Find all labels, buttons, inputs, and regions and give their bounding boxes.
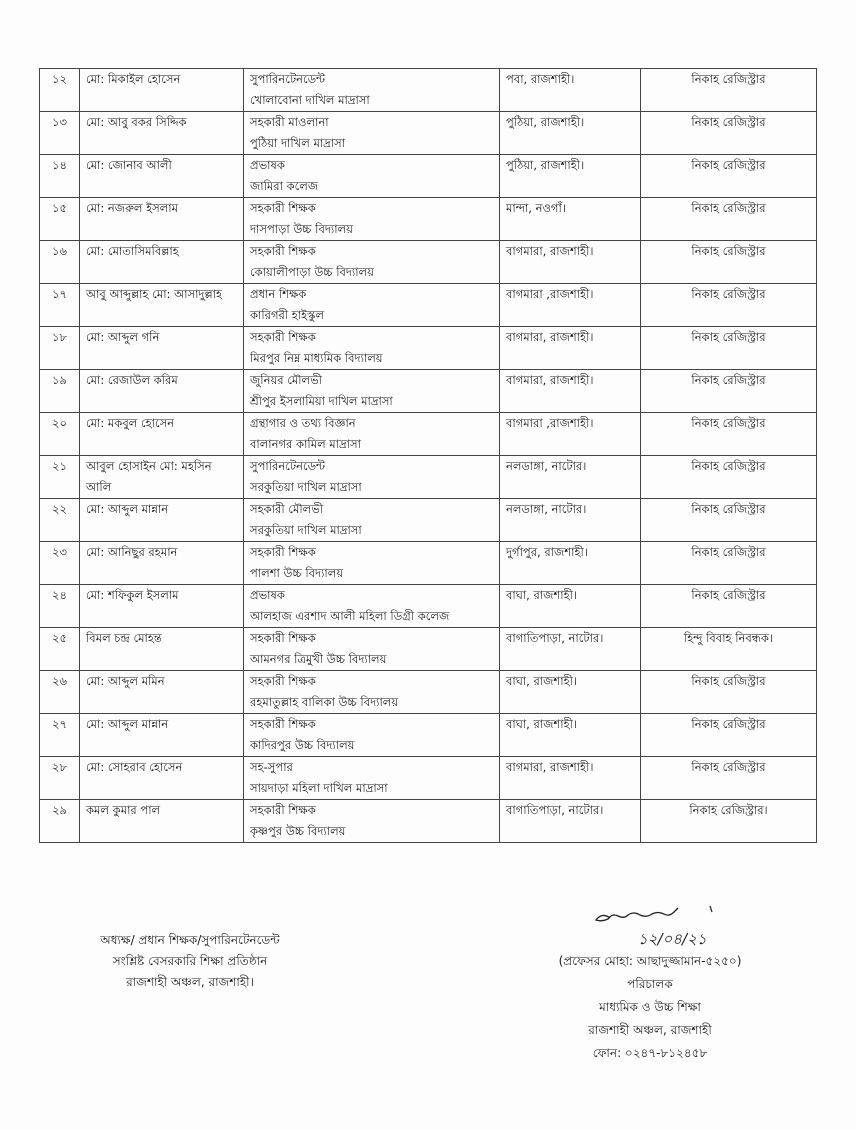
institution-name: পুঠিয়া দাখিল মাদ্রাসা <box>250 136 346 150</box>
serial-cell <box>40 155 80 198</box>
signature-date: ১২/০৪/২১ <box>638 930 707 948</box>
serial-cell <box>40 714 80 757</box>
role-cell <box>641 671 817 714</box>
table-row <box>40 69 817 112</box>
name-cell <box>80 69 244 112</box>
role-cell <box>641 542 817 585</box>
table-row <box>40 757 817 800</box>
name-cell <box>80 671 244 714</box>
role-cell <box>641 413 817 456</box>
recipient-line-3: রাজশাহী অঞ্চল, রাজশাহী। <box>126 975 254 989</box>
address: নলডাঙ্গা, নাটোর। <box>506 459 587 473</box>
name-cell <box>80 585 244 628</box>
designation-cell <box>244 499 500 542</box>
address: বাগাতিপাড়া, নাটোর। <box>506 803 604 817</box>
serial-number: ১৮ <box>52 330 67 344</box>
table-row <box>40 198 817 241</box>
registrar-role: নিকাহ রেজিস্ট্রার <box>691 502 766 516</box>
designation: সহকারী শিক্ষক <box>250 674 316 688</box>
institution-name: কোয়ালীপাড়া উচ্চ বিদ্যালয় <box>250 265 374 279</box>
person-name: মো: আব্দুল মান্নান <box>86 502 169 516</box>
institution-name: দাসপাড়া উচ্চ বিদ্যালয় <box>250 222 353 236</box>
address: বাঘা, রাজশাহী। <box>506 674 578 688</box>
serial-cell <box>40 499 80 542</box>
designation-cell <box>244 413 500 456</box>
person-name: মো: জোনাব আলী <box>86 158 172 172</box>
institution-name: আমনগর ত্রিমুখী উচ্চ বিদ্যালয় <box>250 652 387 666</box>
role-cell <box>641 198 817 241</box>
designation: সহকারী শিক্ষক <box>250 545 316 559</box>
name-cell <box>80 284 244 327</box>
designation-cell <box>244 327 500 370</box>
table-row <box>40 499 817 542</box>
serial-cell <box>40 327 80 370</box>
designation-cell <box>244 628 500 671</box>
designation: সহকারী মাওলানা <box>250 115 329 129</box>
role-cell <box>641 800 817 843</box>
table-row <box>40 370 817 413</box>
registrar-role: নিকাহ রেজিস্ট্রার <box>691 373 766 387</box>
registrar-role: নিকাহ রেজিস্ট্রার <box>691 545 766 559</box>
designation-cell <box>244 69 500 112</box>
institution-name: কারিগরী হাইস্কুল <box>250 308 325 322</box>
address-cell <box>500 757 641 800</box>
address-cell <box>500 327 641 370</box>
serial-number: ২৬ <box>52 674 67 688</box>
registrar-role: নিকাহ রেজিস্ট্রার <box>691 330 766 344</box>
person-name: মো: মিকাইল হোসেন <box>86 72 181 86</box>
role-cell <box>641 757 817 800</box>
serial-number: ১২ <box>52 72 67 86</box>
person-name: মো: আনিছুর রহমান <box>86 545 178 559</box>
serial-number: ২৭ <box>52 717 67 731</box>
registrar-role: নিকাহ রেজিস্ট্রার <box>691 72 766 86</box>
address: বাঘা, রাজশাহী। <box>506 588 578 602</box>
table-row <box>40 585 817 628</box>
name-cell <box>80 155 244 198</box>
name-cell <box>80 628 244 671</box>
registrar-role: নিকাহ রেজিস্ট্রার <box>691 717 766 731</box>
serial-number: ১৯ <box>52 373 67 387</box>
serial-cell <box>40 198 80 241</box>
serial-number: ১৭ <box>52 287 67 301</box>
role-cell <box>641 284 817 327</box>
serial-cell <box>40 456 80 499</box>
designation: জুনিয়র মৌলভী <box>250 373 322 387</box>
designation: সুপারিনটেনডেন্ট <box>250 459 326 473</box>
address-cell <box>500 284 641 327</box>
serial-number: ২৮ <box>52 760 67 774</box>
serial-cell <box>40 112 80 155</box>
serial-number: ১৪ <box>52 158 67 172</box>
table-row <box>40 241 817 284</box>
institution-name: আলহাজ এরশাদ আলী মহিলা ডিগ্রী কলেজ <box>250 609 450 623</box>
person-name: আবুল হোসাইন মো: মহসিন আলি <box>86 459 212 494</box>
serial-number: ২৩ <box>52 545 67 559</box>
registrar-role: নিকাহ রেজিস্ট্রার <box>691 588 766 602</box>
designation: সহ-সুপার <box>250 760 293 774</box>
table-row <box>40 155 817 198</box>
institution-name: খোলাবোনা দাখিল মাদ্রাসা <box>250 93 370 107</box>
registrar-role: নিকাহ রেজিস্ট্রার <box>691 416 766 430</box>
name-cell <box>80 800 244 843</box>
serial-cell <box>40 542 80 585</box>
serial-cell <box>40 757 80 800</box>
address-cell <box>500 714 641 757</box>
address-cell <box>500 69 641 112</box>
recipient-line-2: সংশ্লিষ্ট বেসরকারি শিক্ষা প্রতিষ্ঠান <box>112 954 268 968</box>
role-cell <box>641 628 817 671</box>
address: দুর্গাপুর, রাজশাহী। <box>506 545 588 559</box>
institution-name: কাদিরপুর উচ্চ বিদ্যালয় <box>250 738 355 752</box>
address-cell <box>500 241 641 284</box>
role-cell <box>641 241 817 284</box>
address-cell <box>500 499 641 542</box>
signatory-phone: ফোন: ০২৪৭-৮১২৪৫৮ <box>592 1046 708 1060</box>
institution-name: পালশা উচ্চ বিদ্যালয় <box>250 566 344 580</box>
designation: প্রধান শিক্ষক <box>250 287 307 301</box>
designation-cell <box>244 241 500 284</box>
designation: সহকারী শিক্ষক <box>250 244 316 258</box>
designation: সহকারী শিক্ষক <box>250 201 316 215</box>
serial-cell <box>40 284 80 327</box>
name-cell <box>80 413 244 456</box>
role-cell <box>641 456 817 499</box>
serial-number: ২০ <box>52 416 67 430</box>
table-row <box>40 628 817 671</box>
name-cell <box>80 112 244 155</box>
serial-number: ২৯ <box>52 803 67 817</box>
serial-cell <box>40 800 80 843</box>
name-cell <box>80 714 244 757</box>
name-cell <box>80 370 244 413</box>
name-cell <box>80 327 244 370</box>
name-cell <box>80 542 244 585</box>
designation: সহকারী শিক্ষক <box>250 803 316 817</box>
person-name: মো: আব্দুল গনি <box>86 330 160 344</box>
role-cell <box>641 370 817 413</box>
institution-name: সরকুতিয়া দাখিল মাদ্রাসা <box>250 523 362 537</box>
signatory-block <box>520 900 780 1065</box>
table-row <box>40 327 817 370</box>
signatory-title: পরিচালক <box>627 977 673 991</box>
address: বাগমারা, রাজশাহী। <box>506 760 594 774</box>
designation-cell <box>244 112 500 155</box>
designation-cell <box>244 198 500 241</box>
designation-cell <box>244 714 500 757</box>
designation-cell <box>244 585 500 628</box>
institution-name: শ্রীপুর ইসলামিয়া দাখিল মাদ্রাসা <box>250 394 393 408</box>
institution-name: জামিরা কলেজ <box>250 179 319 193</box>
designation: সুপারিনটেনডেন্ট <box>250 72 326 86</box>
person-name: মো: মোতাসিমবিল্লাহ <box>86 244 179 258</box>
address: বাগমারা, রাজশাহী। <box>506 244 594 258</box>
serial-number: ২২ <box>52 502 67 516</box>
registrar-role: হিন্দু বিবাহ নিবন্ধক। <box>683 631 774 645</box>
registrar-role: নিকাহ রেজিস্ট্রার <box>691 760 766 774</box>
registrar-table-body <box>40 69 817 843</box>
address: পবা, রাজশাহী। <box>506 72 575 86</box>
institution-name: মিরপুর নিম্ন মাধ্যমিক বিদ্যালয় <box>250 351 383 365</box>
designation-cell <box>244 284 500 327</box>
registrar-role: নিকাহ রেজিস্ট্রার <box>691 158 766 172</box>
institution-name: সায়দাড়া মহিলা দাখিল মাদ্রাসা <box>250 781 388 795</box>
serial-cell <box>40 585 80 628</box>
institution-name: রহমাতুল্লাহ বালিকা উচ্চ বিদ্যালয় <box>250 695 399 709</box>
name-cell <box>80 198 244 241</box>
address-cell <box>500 413 641 456</box>
role-cell <box>641 112 817 155</box>
table-row <box>40 112 817 155</box>
designation: সহকারী শিক্ষক <box>250 631 316 645</box>
role-cell <box>641 714 817 757</box>
address: বাগমারা ,রাজশাহী। <box>506 416 594 430</box>
address-cell <box>500 671 641 714</box>
address-cell <box>500 800 641 843</box>
address-cell <box>500 585 641 628</box>
designation: গ্রন্থাগার ও তথ্য বিজ্ঞান <box>250 416 356 430</box>
serial-cell <box>40 241 80 284</box>
address: পুঠিয়া, রাজশাহী। <box>506 158 585 172</box>
address-cell <box>500 628 641 671</box>
designation: সহকারী শিক্ষক <box>250 717 316 731</box>
registrar-role: নিকাহ রেজিস্ট্রার। <box>689 803 768 817</box>
registrar-role: নিকাহ রেজিস্ট্রার <box>691 674 766 688</box>
signatory-name: (প্রফেসর মোহা: আছাদুজ্জামান-৫২৫০) <box>558 954 742 968</box>
table-row <box>40 456 817 499</box>
person-name: আবু আব্দুল্লাহ মো: আসাদুল্লাহ <box>86 287 223 301</box>
serial-number: ১৬ <box>52 244 67 258</box>
role-cell <box>641 499 817 542</box>
name-cell <box>80 241 244 284</box>
address: নলডাঙ্গা, নাটোর। <box>506 502 587 516</box>
table-row <box>40 284 817 327</box>
serial-cell <box>40 69 80 112</box>
registrar-role: নিকাহ রেজিস্ট্রার <box>691 115 766 129</box>
signature-stroke-icon <box>550 900 750 950</box>
role-cell <box>641 585 817 628</box>
address: পুঠিয়া, রাজশাহী। <box>506 115 585 129</box>
serial-cell <box>40 671 80 714</box>
table-row <box>40 671 817 714</box>
recipient-line-1: অধ্যক্ষ/ প্রধান শিক্ষক/সুপারিনটেনডেন্ট <box>100 933 280 947</box>
person-name: মো: রেজাউল করিম <box>86 373 178 387</box>
recipient-block <box>40 930 340 993</box>
role-cell <box>641 155 817 198</box>
registrar-role: নিকাহ রেজিস্ট্রার <box>691 244 766 258</box>
serial-cell <box>40 413 80 456</box>
address-cell <box>500 112 641 155</box>
handwritten-signature <box>520 900 780 950</box>
registrar-role: নিকাহ রেজিস্ট্রার <box>691 201 766 215</box>
designation-cell <box>244 155 500 198</box>
person-name: মো: শফিকুল ইসলাম <box>86 588 179 602</box>
designation-cell <box>244 671 500 714</box>
name-cell <box>80 456 244 499</box>
serial-cell <box>40 370 80 413</box>
address: বাগাতিপাড়া, নাটোর। <box>506 631 604 645</box>
serial-number: ২৫ <box>52 631 67 645</box>
name-cell <box>80 499 244 542</box>
institution-name: কৃষ্ণপুর উচ্চ বিদ্যালয় <box>250 824 346 838</box>
address-cell <box>500 370 641 413</box>
address: বাগমারা ,রাজশাহী। <box>506 287 594 301</box>
address-cell <box>500 155 641 198</box>
address: বাগমারা, রাজশাহী। <box>506 373 594 387</box>
table-row <box>40 714 817 757</box>
serial-number: ১৫ <box>52 201 67 215</box>
address: বাঘা, রাজশাহী। <box>506 717 578 731</box>
person-name: মো: আব্দুল মমিন <box>86 674 165 688</box>
table-row <box>40 800 817 843</box>
designation: সহকারী মৌলভী <box>250 502 324 516</box>
serial-cell <box>40 628 80 671</box>
designation-cell <box>244 800 500 843</box>
person-name: মো: আবু বকর সিদ্দিক <box>86 115 187 129</box>
designation: সহকারী শিক্ষক <box>250 330 316 344</box>
signatory-office: রাজশাহী অঞ্চল, রাজশাহী <box>588 1023 712 1037</box>
serial-number: ১৩ <box>52 115 67 129</box>
address: মান্দা, নওগাঁ। <box>506 201 566 215</box>
institution-name: সরকুতিয়া দাখিল মাদ্রাসা <box>250 480 362 494</box>
table-row <box>40 542 817 585</box>
table-row <box>40 413 817 456</box>
address-cell <box>500 198 641 241</box>
registrar-table <box>39 68 817 843</box>
designation-cell <box>244 757 500 800</box>
designation-cell <box>244 456 500 499</box>
designation: প্রভাষক <box>250 588 285 602</box>
signatory-department: মাধ্যমিক ও উচ্চ শিক্ষা <box>599 1000 701 1014</box>
registrar-role: নিকাহ রেজিস্ট্রার <box>691 459 766 473</box>
address-cell <box>500 456 641 499</box>
serial-number: ২৪ <box>52 588 67 602</box>
person-name: মো: নজরুল ইসলাম <box>86 201 178 215</box>
registrar-role: নিকাহ রেজিস্ট্রার <box>691 287 766 301</box>
role-cell <box>641 327 817 370</box>
person-name: কমল কুমার পাল <box>86 803 161 817</box>
person-name: মো: সোহরাব হোসেন <box>86 760 183 774</box>
address: বাগমারা, রাজশাহী। <box>506 330 594 344</box>
serial-number: ২১ <box>52 459 67 473</box>
person-name: মো: মকবুল হোসেন <box>86 416 175 430</box>
person-name: মো: আব্দুল মান্নান <box>86 717 169 731</box>
name-cell <box>80 757 244 800</box>
designation-cell <box>244 370 500 413</box>
designation-cell <box>244 542 500 585</box>
institution-name: বালানগর কামিল মাদ্রাসা <box>250 437 361 451</box>
address-cell <box>500 542 641 585</box>
person-name: বিমল চন্দ্র মোহন্ত <box>86 631 162 645</box>
designation: প্রভাষক <box>250 158 285 172</box>
role-cell <box>641 69 817 112</box>
